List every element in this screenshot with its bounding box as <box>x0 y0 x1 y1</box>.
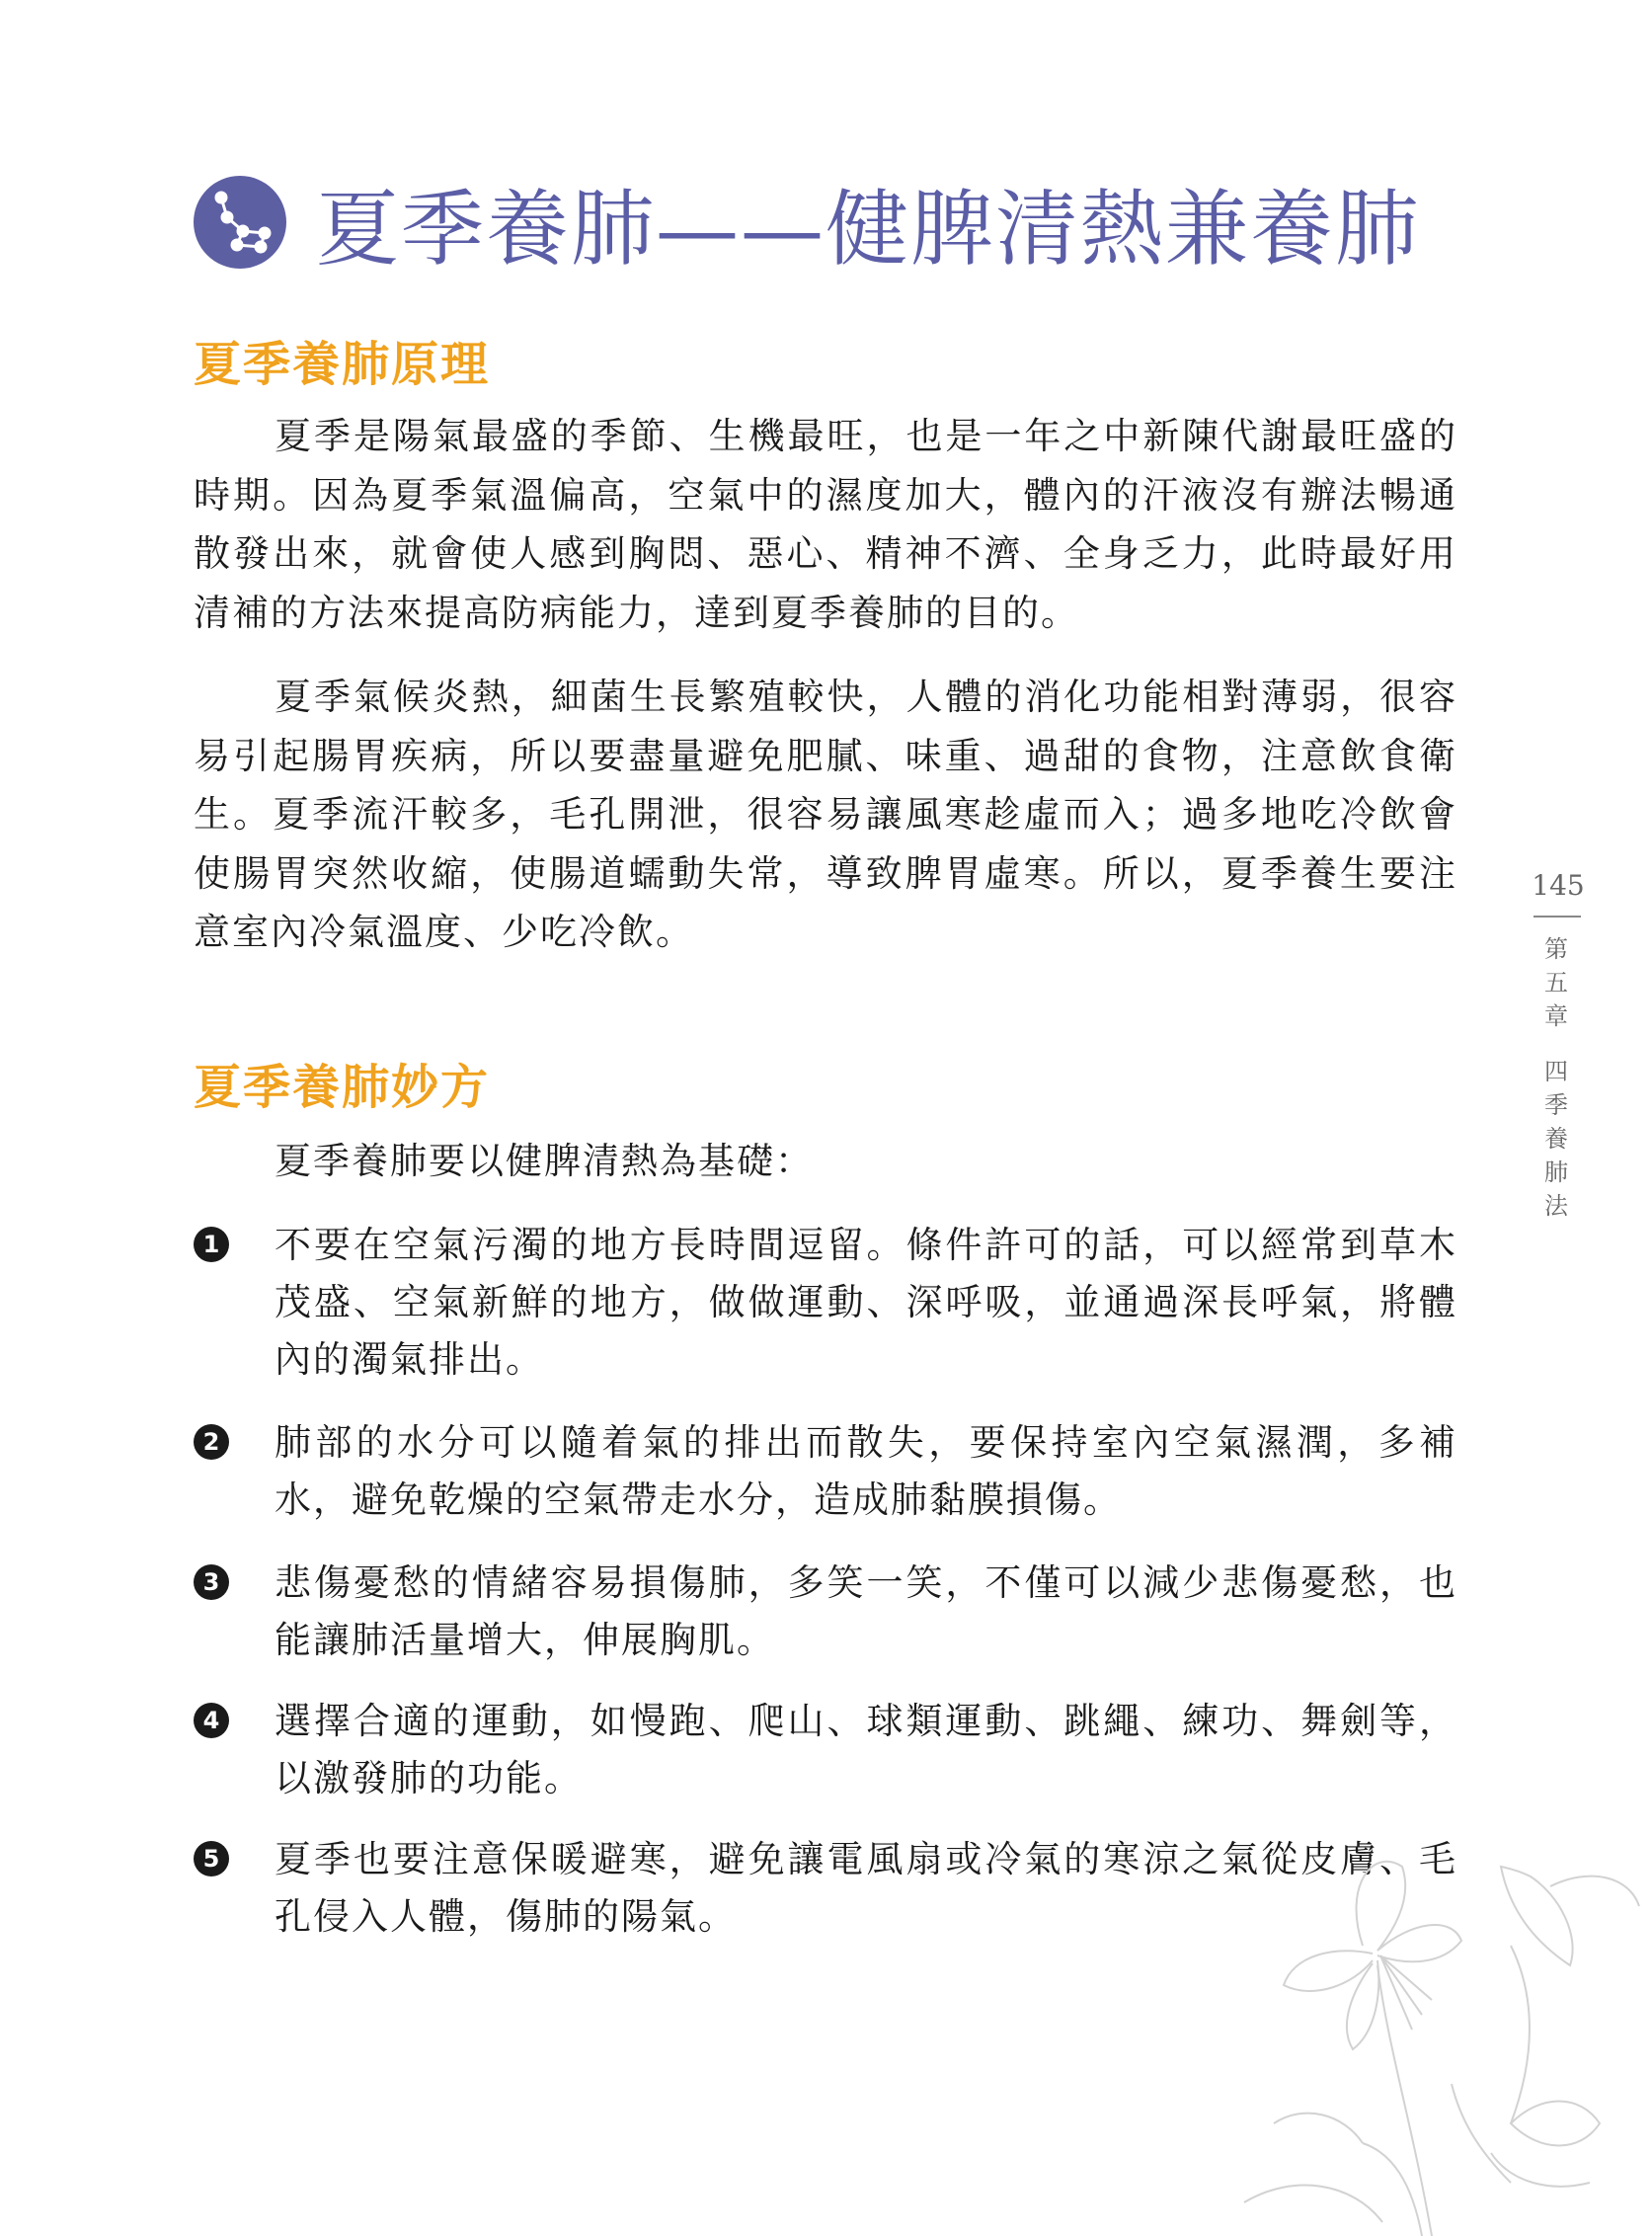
lily-flower-illustration <box>1215 1827 1652 2236</box>
title-row <box>194 158 1420 286</box>
remedies-intro: 夏季養肺要以健脾清熱為基礎： <box>275 1140 814 1182</box>
list-item-text: 肺部的水分可以隨着氣的排出而散失，要保持室內空氣濕潤，多補水，避免乾燥的空氣帶走水分，造成肺黏膜損傷。 <box>275 1421 1457 1521</box>
number-bullet-icon: 4 <box>194 1703 229 1738</box>
list-item-text: 夏季也要注意保暖避寒，避免讓電風扇或冷氣的寒涼之氣從皮膚、毛孔侵入人體，傷肺的陽氣。 <box>275 1838 1457 1938</box>
list-item <box>194 1414 1457 1529</box>
section-heading-remedies: 夏季養肺妙方 <box>194 1060 491 1115</box>
page-number-rule <box>1534 916 1581 918</box>
number-bullet-icon: 1 <box>194 1227 229 1262</box>
body-paragraph: 夏季是陽氣最盛的季節、生機最旺，也是一年之中新陳代謝最旺盛的時期。因為夏季氣溫偏高，空氣中的濕度加大，體內的汗液沒有辦法暢通散發出來，就會使人感到胸悶、惡心、精神不濟、全身乏力，此時最好用清補的方法來提高防病能力，達到夏季養肺的目的。 <box>194 415 1457 634</box>
chapter-title: 四季養肺法 <box>1544 1058 1568 1220</box>
list-item <box>194 1217 1457 1389</box>
list-item <box>194 1555 1457 1669</box>
list-item <box>194 1693 1457 1807</box>
page-number: 145 <box>1532 869 1585 902</box>
body-paragraph: 夏季氣候炎熱，細菌生長繁殖較快，人體的消化功能相對薄弱，很容易引起腸胃疾病，所以要盡量避免肥膩、味重、過甜的食物，注意飲食衛生。夏季流汗較多，毛孔開泄，很容易讓風寒趁虛而入；過多地吃冷飲會使腸胃突然收縮，使腸道蠕動失常，導致脾胃虛寒。所以，夏季養生要注意室內冷氣溫度、少吃冷飲。 <box>194 676 1457 953</box>
page-title: 夏季養肺——健脾清熱兼養肺 <box>316 180 1421 278</box>
chapter-label: 第五章 <box>1544 935 1568 1030</box>
seven-star-constellation-icon <box>194 176 286 269</box>
list-item-text: 選擇合適的運動，如慢跑、爬山、球類運動、跳繩、練功、舞劍等，以激發肺的功能。 <box>275 1700 1457 1799</box>
list-item-text: 悲傷憂愁的情緒容易損傷肺，多笑一笑，不僅可以減少悲傷憂愁，也能讓肺活量增大，伸展胸肌。 <box>275 1561 1457 1661</box>
number-bullet-icon: 3 <box>194 1564 229 1600</box>
number-bullet-icon: 2 <box>194 1424 229 1460</box>
list-item-text: 不要在空氣污濁的地方長時間逗留。條件許可的話，可以經常到草木茂盛、空氣新鮮的地方，做做運動、深呼吸，並通過深長呼氣，將體內的濁氣排出。 <box>275 1224 1457 1381</box>
number-bullet-icon: 5 <box>194 1841 229 1877</box>
section-heading-principles: 夏季養肺原理 <box>194 337 491 392</box>
